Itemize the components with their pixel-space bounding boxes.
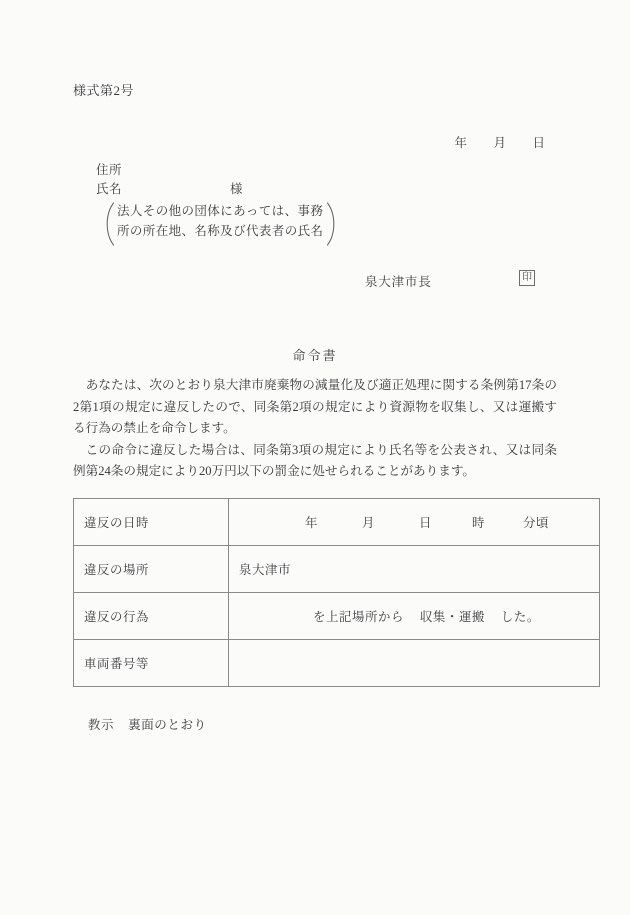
- act-suffix-label: した。: [500, 610, 540, 624]
- datetime-year-label: 年: [305, 516, 318, 530]
- act-action-label: 収集・運搬: [419, 610, 485, 624]
- corporate-note-line-1: 法人その他の団体にあっては、事務: [117, 204, 324, 218]
- row-value-violation-place: 泉大津市: [229, 546, 600, 593]
- bracket-close-icon: [325, 202, 336, 246]
- bracket-open-icon: [104, 202, 115, 246]
- act-from-label: を上記場所から: [313, 610, 404, 624]
- table-row: [74, 546, 600, 593]
- table-row: [74, 499, 600, 546]
- recipient-block: [96, 161, 336, 252]
- instruction-text: 裏面のとおり: [128, 718, 207, 732]
- datetime-minute-label: 分頃: [523, 516, 549, 530]
- violation-details-table: [73, 498, 600, 687]
- date-year-label: 年: [454, 136, 468, 150]
- issuer-title: 泉大津市長: [365, 275, 432, 289]
- date-month-label: 月: [493, 136, 507, 150]
- recipient-name-row: [96, 180, 336, 199]
- instruction-label: 教示: [87, 718, 115, 732]
- table-row: [74, 593, 600, 640]
- body-text: [73, 375, 557, 483]
- row-label-violation-place: 違反の場所: [74, 546, 229, 593]
- table-row: [74, 640, 600, 687]
- seal-stamp-box: 印: [519, 270, 535, 286]
- date-day-label: 日: [532, 136, 546, 150]
- row-value-vehicle-number: [229, 640, 600, 687]
- row-label-violation-act: 違反の行為: [74, 593, 229, 640]
- recipient-address-label: 住所: [96, 163, 123, 177]
- body-paragraph-2: この命令に違反した場合は、同条第3項の規定により氏名等を公表され、又は同条例第24条の規定により20万円以下の罰金に処せられることがあります。: [73, 442, 557, 478]
- datetime-hour-label: 時: [472, 516, 485, 530]
- corporate-note-line-2: 所の所在地、名称及び代表者の氏名: [117, 223, 324, 238]
- body-paragraph-1: あなたは、次のとおり泉大津市廃棄物の減量化及び適正処理に関する条例第17条の2第1項の規定に違反したので、同条第2項の規定により資源物を収集し、又は運搬する行為の禁止を命令します。: [73, 378, 557, 435]
- form-number: 様式第2号: [73, 83, 135, 98]
- row-label-violation-datetime: 違反の日時: [74, 499, 229, 546]
- corporate-note-bracket-group: [104, 202, 336, 246]
- row-value-violation-act: [229, 593, 600, 640]
- row-label-vehicle-number: 車両番号等: [74, 640, 229, 687]
- recipient-honorific: 様: [230, 182, 244, 196]
- document-title: 命令書: [292, 348, 338, 363]
- date-line: [440, 118, 546, 166]
- datetime-month-label: 月: [362, 516, 375, 530]
- instruction-note: [73, 700, 207, 748]
- recipient-name-label: 氏名: [96, 182, 123, 196]
- datetime-day-label: 日: [419, 516, 432, 530]
- corporate-note-text: [115, 202, 325, 246]
- row-value-violation-datetime: [229, 499, 600, 546]
